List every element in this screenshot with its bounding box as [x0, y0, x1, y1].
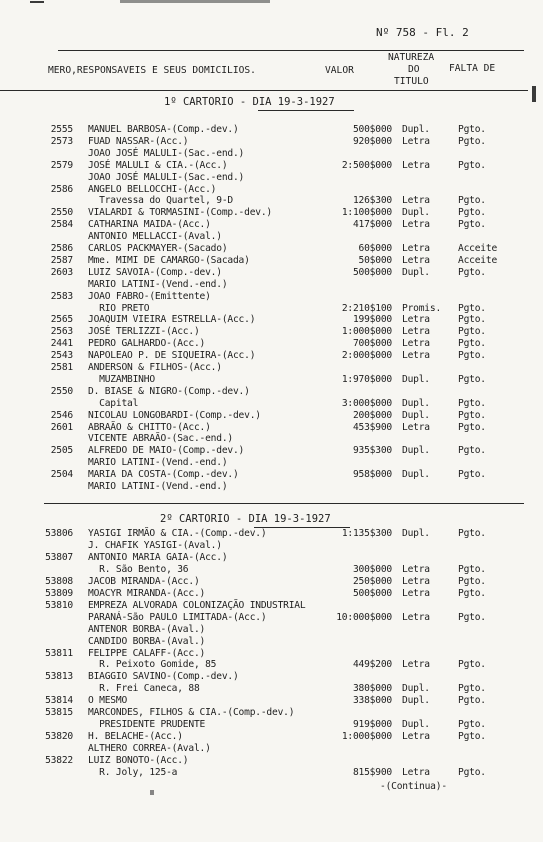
entry-text: PARANÁ-São PAULO LIMITADA-(Acc.): [88, 611, 267, 623]
section-1-title-underline: [258, 110, 354, 111]
entry-valor: 417$000: [352, 219, 392, 231]
entry-valor: 60$000: [358, 243, 392, 254]
entry-text: FUAD NASSAR-(Acc.): [88, 135, 189, 147]
column-header-valor: VALOR: [325, 65, 354, 76]
entry-valor: 815$900: [352, 767, 392, 778]
entry-natureza: Letra: [402, 159, 430, 171]
entry-valor: 935$300: [352, 445, 392, 457]
scan-mark-right: [532, 86, 536, 102]
entry-natureza: Letra: [402, 326, 430, 338]
entry-falta: Pgto.: [458, 314, 486, 326]
entry-text: PRESIDENTE PRUDENTE: [88, 719, 206, 731]
entry-valor: 1:970$000: [341, 373, 392, 385]
entry-valor: 449$200: [352, 659, 392, 671]
entry-number: 2584: [50, 219, 73, 231]
entry-valor: 50$000: [358, 254, 392, 266]
entry-number: 53809: [45, 587, 73, 599]
entry-text: Travessa do Quartel, 9-D: [88, 195, 233, 207]
entry-text: JOSÉ TERLIZZI-(Acc.): [88, 326, 200, 338]
entry-natureza: Letra: [402, 135, 430, 147]
section-1-title: 1º CARTORIO - DIA 19-3-1927: [164, 96, 335, 108]
entry-valor: 958$000: [352, 469, 392, 481]
entry-falta: Pgto.: [458, 409, 486, 421]
entry-number: 53811: [45, 647, 73, 659]
entry-valor: 500$000: [352, 124, 392, 135]
header-bottom-rule: [0, 90, 528, 91]
entry-text: EMPREZA ALVORADA COLONIZAÇÃO INDUSTRIAL: [88, 599, 306, 611]
entry-number: 53808: [45, 575, 73, 587]
entry-text: ANDERSON & FILHOS-(Acc.): [88, 362, 222, 373]
column-header-natureza-2: DO: [408, 64, 420, 75]
entry-falta: Pgto.: [458, 731, 486, 743]
entry-falta: Pgto.: [458, 326, 486, 338]
entry-falta: Pgto.: [458, 587, 486, 599]
entry-number: 2441: [50, 338, 73, 350]
entry-text: VIALARDI & TORMASINI-(Comp.-dev.): [88, 207, 273, 219]
entry-natureza: Letra: [402, 195, 430, 207]
entry-text: R. São Bento, 36: [88, 563, 189, 575]
scan-smudge-top: [120, 0, 270, 3]
entry-falta: Pgto.: [458, 695, 486, 707]
entry-text: ANGELO BELLOCCHI-(Acc.): [88, 183, 217, 195]
entry-text: FELIPPE CALAFF-(Acc.): [88, 647, 206, 659]
entry-falta: Pgto.: [458, 124, 486, 135]
entry-falta: Pgto.: [458, 195, 486, 207]
entry-natureza: Dupl.: [402, 528, 430, 539]
entry-text: ALFREDO DE MAIO-(Comp.-dev.): [88, 445, 245, 457]
entry-natureza: Dupl.: [402, 124, 430, 135]
entry-natureza: Dupl.: [402, 469, 430, 481]
column-header-natureza-1: NATUREZA: [388, 52, 435, 63]
entry-natureza: Letra: [402, 563, 430, 575]
entry-valor: 2:210$100: [341, 302, 392, 314]
entry-number: 53806: [45, 528, 73, 539]
entry-text: YASIGI IRMÃO & CIA.-(Comp.-dev.): [88, 528, 267, 539]
entry-natureza: Promis.: [402, 302, 442, 314]
entry-text: CATHARINA MAIDA-(Acc.): [88, 219, 211, 231]
entry-falta: Pgto.: [458, 528, 486, 539]
entry-natureza: Letra: [402, 611, 430, 623]
entry-text: MARCONDES, FILHOS & CIA.-(Comp.-dev.): [88, 707, 295, 719]
entry-text: Mme. MIMI DE CAMARGO-(Sacada): [88, 254, 250, 266]
section-2-title: 2º CARTORIO - DIA 19-3-1927: [160, 513, 331, 525]
entry-number: 2581: [50, 362, 73, 373]
entry-natureza: Letra: [402, 219, 430, 231]
entry-text: JOAO FABRO-(Emittente): [88, 290, 211, 302]
entry-text: JACOB MIRANDA-(Acc.): [88, 575, 200, 587]
entry-valor: 3:000$000: [341, 397, 392, 409]
entry-number: 53820: [45, 731, 73, 743]
entry-number: 2543: [50, 350, 73, 362]
entry-natureza: Letra: [402, 338, 430, 350]
entry-valor: 1:000$000: [341, 731, 392, 743]
entry-valor: 919$000: [352, 719, 392, 731]
entry-text: R. Peixoto Gomide, 85: [88, 659, 217, 671]
entry-text: R. Frei Caneca, 88: [88, 683, 200, 695]
entry-natureza: Dupl.: [402, 207, 430, 219]
entry-valor: 700$000: [352, 338, 392, 350]
entry-natureza: Letra: [402, 587, 430, 599]
entry-text: J. CHAFIK YASIGI-(Aval.): [88, 539, 222, 551]
entry-text: VICENTE ABRAÃO-(Sac.-end.): [88, 433, 233, 445]
header-top-rule: [58, 50, 524, 51]
entry-number: 2565: [50, 314, 73, 326]
entry-number: 2601: [50, 421, 73, 433]
entry-text: MARIO LATINI-(Vend.-end.): [88, 278, 228, 290]
entry-natureza: Dupl.: [402, 409, 430, 421]
entry-text: MUZAMBINHO: [88, 373, 155, 385]
entry-valor: 126$300: [352, 195, 392, 207]
entry-falta: Pgto.: [458, 659, 486, 671]
entry-valor: 1:000$000: [341, 326, 392, 338]
entry-natureza: Dupl.: [402, 373, 430, 385]
column-header-falta: FALTA DE: [449, 63, 496, 74]
entry-number: 2586: [50, 183, 73, 195]
entry-valor: 453$900: [352, 421, 392, 433]
entry-falta: Pgto.: [458, 611, 486, 623]
entry-text: LUIZ SAVOIA-(Comp.-dev.): [88, 266, 222, 278]
entry-natureza: Letra: [402, 659, 430, 671]
entry-number: 2587: [50, 254, 73, 266]
entry-number: 53810: [45, 599, 73, 611]
entry-number: 2586: [50, 243, 73, 254]
entry-valor: 920$000: [352, 135, 392, 147]
entry-natureza: Letra: [402, 314, 430, 326]
entry-natureza: Letra: [402, 254, 430, 266]
entry-falta: Pgto.: [458, 575, 486, 587]
entry-natureza: Dupl.: [402, 266, 430, 278]
scan-mark-left: [30, 1, 44, 3]
entry-natureza: Letra: [402, 575, 430, 587]
entry-falta: Pgto.: [458, 373, 486, 385]
entry-falta: Pgto.: [458, 683, 486, 695]
entry-natureza: Dupl.: [402, 683, 430, 695]
entry-text: Capital: [88, 397, 139, 409]
entry-number: 53815: [45, 707, 73, 719]
entry-natureza: Dupl.: [402, 397, 430, 409]
entry-text: JOAO JOSÉ MALULI-(Sac.-end.): [88, 147, 245, 159]
entry-text: O MESMO: [88, 695, 128, 707]
entry-number: 2505: [50, 445, 73, 457]
entry-text: MARIO LATINI-(Vend.-end.): [88, 457, 228, 469]
entry-falta: Acceite: [458, 243, 498, 254]
entry-valor: 199$000: [352, 314, 392, 326]
entry-valor: 500$000: [352, 587, 392, 599]
entry-natureza: Dupl.: [402, 719, 430, 731]
page-number: Nº 758 - Fl. 2: [376, 26, 469, 39]
entry-number: 2583: [50, 290, 73, 302]
entry-text: ANTONIO MARIA GAIA-(Acc.): [88, 551, 228, 563]
entry-falta: Pgto.: [458, 445, 486, 457]
entry-number: 2603: [50, 266, 73, 278]
entry-valor: 1:135$300: [341, 528, 392, 539]
section-2-title-underline: [254, 527, 350, 528]
entry-number: 53807: [45, 551, 73, 563]
entry-text: JOAO JOSÉ MALULI-(Sac.-end.): [88, 171, 245, 183]
entry-natureza: Letra: [402, 243, 430, 254]
entry-number: 2573: [50, 135, 73, 147]
entry-falta: Pgto.: [458, 421, 486, 433]
entry-natureza: Letra: [402, 421, 430, 433]
entry-text: ANTENOR BORBA-(Aval.): [88, 623, 206, 635]
entry-valor: 2:500$000: [341, 159, 392, 171]
entry-number: 53822: [45, 755, 73, 767]
entry-number: 53813: [45, 671, 73, 683]
entry-valor: 200$000: [352, 409, 392, 421]
entry-valor: 500$000: [352, 266, 392, 278]
entry-number: 53814: [45, 695, 73, 707]
column-header-natureza-3: TITULO: [394, 76, 429, 87]
entry-falta: Pgto.: [458, 266, 486, 278]
entry-natureza: Dupl.: [402, 445, 430, 457]
entry-natureza: Letra: [402, 731, 430, 743]
entry-text: JOSÉ MALULI & CIA.-(Acc.): [88, 159, 228, 171]
entry-number: 2550: [50, 385, 73, 397]
entry-falta: Pgto.: [458, 719, 486, 731]
entry-text: RIO PRETO: [88, 302, 150, 314]
entry-falta: Pgto.: [458, 397, 486, 409]
continua-note: -(Continua)-: [380, 781, 447, 792]
entry-falta: Pgto.: [458, 219, 486, 231]
entry-natureza: Letra: [402, 350, 430, 362]
entry-text: D. BIASE & NIGRO-(Comp.-dev.): [88, 385, 250, 397]
entry-falta: Pgto.: [458, 207, 486, 219]
entry-falta: Pgto.: [458, 159, 486, 171]
entry-text: CARLOS PACKMAYER-(Sacado): [88, 243, 228, 254]
entry-number: 2555: [50, 124, 73, 135]
entry-text: PEDRO GALHARDO-(Acc.): [88, 338, 206, 350]
entry-text: NICOLAU LONGOBARDI-(Comp.-dev.): [88, 409, 261, 421]
entry-natureza: Letra: [402, 767, 430, 778]
entry-falta: Pgto.: [458, 338, 486, 350]
entry-falta: Acceite: [458, 254, 498, 266]
entry-valor: 2:000$000: [341, 350, 392, 362]
entry-text: JOAQUIM VIEIRA ESTRELLA-(Acc.): [88, 314, 256, 326]
entry-falta: Pgto.: [458, 469, 486, 481]
entry-text: ABRAÃO & CHITTO-(Acc.): [88, 421, 211, 433]
entry-falta: Pgto.: [458, 135, 486, 147]
entry-valor: 300$000: [352, 563, 392, 575]
entry-valor: 380$000: [352, 683, 392, 695]
entry-text: ANTONIO MELLACCI-(Aval.): [88, 231, 222, 243]
entry-falta: Pgto.: [458, 563, 486, 575]
entry-natureza: Dupl.: [402, 695, 430, 707]
scan-mark-bottom: [150, 790, 154, 795]
entry-text: LUIZ BONOTO-(Acc.): [88, 755, 189, 767]
entry-text: MARIA DA COSTA-(Comp.-dev.): [88, 469, 239, 481]
entry-number: 2563: [50, 326, 73, 338]
entry-valor: 10:000$000: [336, 611, 392, 623]
entry-number: 2550: [50, 207, 73, 219]
entry-text: R. Joly, 125-a: [88, 767, 178, 778]
entry-text: MOACYR MIRANDA-(Acc.): [88, 587, 206, 599]
entry-text: BIAGGIO SAVINO-(Comp.-dev.): [88, 671, 239, 683]
entry-number: 2546: [50, 409, 73, 421]
entry-text: MARIO LATINI-(Vend.-end.): [88, 481, 228, 492]
entry-falta: Pgto.: [458, 767, 486, 778]
entry-text: MANUEL BARBOSA-(Comp.-dev.): [88, 124, 239, 135]
entry-falta: Pgto.: [458, 302, 486, 314]
entry-valor: 338$000: [352, 695, 392, 707]
entry-valor: 1:100$000: [341, 207, 392, 219]
entry-number: 2579: [50, 159, 73, 171]
entry-text: ALTHERO CORREA-(Aval.): [88, 743, 211, 755]
entry-number: 2504: [50, 469, 73, 481]
column-header-names: MERO,RESPONSAVEIS E SEUS DOMICILIOS.: [48, 65, 256, 76]
entry-text: H. BELACHE-(Acc.): [88, 731, 183, 743]
entry-text: CANDIDO BORBA-(Aval.): [88, 635, 206, 647]
entry-valor: 250$000: [352, 575, 392, 587]
section-divider: [44, 503, 524, 504]
entry-falta: Pgto.: [458, 350, 486, 362]
entry-text: NAPOLEAO P. DE SIQUEIRA-(Acc.): [88, 350, 256, 362]
